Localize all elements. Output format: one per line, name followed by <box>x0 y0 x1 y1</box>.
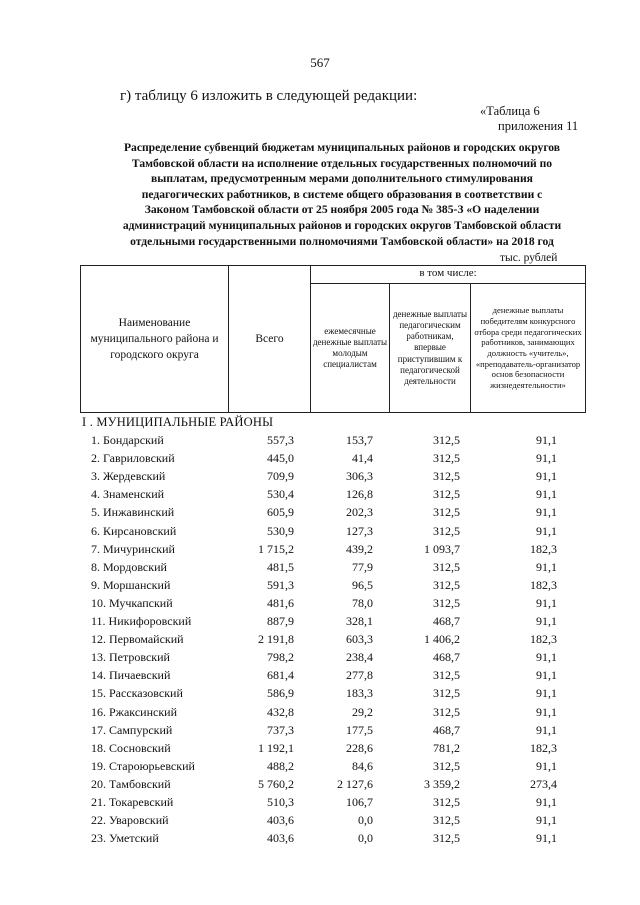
contest-winners-value: 91,1 <box>536 523 557 538</box>
intro-text: г) таблицу 6 изложить в следующей редакции: <box>120 88 418 104</box>
district-name: 12. Первомайский <box>91 632 184 647</box>
contest-winners-value: 91,1 <box>536 614 557 628</box>
total-value: 403,6 <box>267 831 294 846</box>
total-value: 605,9 <box>267 505 294 520</box>
district-name: 2. Гавриловский <box>91 451 175 466</box>
table-row <box>0 723 640 741</box>
table-row <box>0 795 640 813</box>
total-value: 403,6 <box>267 813 294 828</box>
section-title: I . МУНИЦИПАЛЬНЫЕ РАЙОНЫ <box>82 415 274 429</box>
young-specialists-value: 177,5 <box>346 722 373 737</box>
total-value: 586,9 <box>267 686 294 701</box>
district-name: 16. Ржаксинский <box>91 704 177 719</box>
new-teachers-value: 3 359,2 <box>424 776 460 791</box>
header-total: Всего <box>255 332 284 345</box>
table-row <box>0 650 640 668</box>
young-specialists-value: 202,3 <box>346 505 373 520</box>
young-specialists-value: 228,6 <box>346 740 373 755</box>
contest-winners-value: 273,4 <box>530 776 557 791</box>
district-name: 6. Кирсановский <box>91 523 177 538</box>
young-specialists-value: 277,8 <box>346 668 373 683</box>
new-teachers-value: 312,5 <box>433 577 460 592</box>
new-teachers-value: 1 093,7 <box>424 541 460 556</box>
district-name: 18. Сосновский <box>91 740 171 755</box>
header-new-teachers: денежные выплаты педагогическим работникам, впервые приступившим к педагогической деятельности <box>392 308 468 387</box>
young-specialists-value: 41,4 <box>352 451 373 466</box>
young-specialists-value: 106,7 <box>346 795 373 809</box>
young-specialists-value: 0,0 <box>358 813 373 828</box>
contest-winners-value: 91,1 <box>536 668 557 683</box>
district-name: 5. Инжавинский <box>91 505 175 520</box>
young-specialists-value: 84,6 <box>352 758 373 773</box>
document-title <box>92 140 592 249</box>
young-specialists-value: 0,0 <box>358 831 373 846</box>
table-row <box>0 487 640 505</box>
contest-winners-value: 91,1 <box>536 595 557 610</box>
total-value: 481,5 <box>267 559 294 574</box>
table-row <box>0 668 640 686</box>
new-teachers-value: 312,5 <box>433 668 460 683</box>
contest-winners-value: 91,1 <box>536 559 557 574</box>
new-teachers-value: 312,5 <box>433 795 460 809</box>
page-number: 567 <box>310 55 330 70</box>
new-teachers-value: 312,5 <box>433 469 460 484</box>
district-name: 1. Бондарский <box>91 433 164 447</box>
new-teachers-value: 781,2 <box>433 740 460 755</box>
district-name: 17. Сампурский <box>91 722 173 737</box>
title-line: администраций муниципальных районов и городских округов Тамбовской области <box>122 218 562 232</box>
young-specialists-value: 126,8 <box>346 487 373 502</box>
total-value: 510,3 <box>267 795 294 809</box>
total-value: 481,6 <box>267 595 294 610</box>
young-specialists-value: 439,2 <box>346 541 373 556</box>
total-value: 737,3 <box>267 722 294 737</box>
table-row <box>0 578 640 596</box>
total-value: 445,0 <box>267 451 294 466</box>
table-row <box>0 469 640 487</box>
young-specialists-value: 328,1 <box>346 614 373 628</box>
young-specialists-value: 183,3 <box>346 686 373 701</box>
header-bottom-border <box>80 412 586 413</box>
district-name: 11. Никифоровский <box>91 614 192 628</box>
total-value: 530,4 <box>267 487 294 502</box>
young-specialists-value: 78,0 <box>352 595 373 610</box>
contest-winners-value: 182,3 <box>530 632 557 647</box>
table-row <box>0 632 640 650</box>
district-name: 8. Мордовский <box>91 559 167 574</box>
header-right-border <box>585 265 586 413</box>
total-value: 432,8 <box>267 704 294 719</box>
title-line: отдельными государственными полномочиями Тамбовской области» на 2018 год <box>130 234 554 248</box>
total-value: 1 715,2 <box>258 541 294 556</box>
title-line: педагогических работников, в системе общего образования в соответствии с <box>141 187 543 201</box>
table-row <box>0 524 640 542</box>
new-teachers-value: 468,7 <box>433 722 460 737</box>
district-name: 14. Пичаевский <box>91 668 171 683</box>
contest-winners-value: 91,1 <box>536 831 557 846</box>
unit-label: тыс. рублей <box>500 252 558 264</box>
total-value: 557,3 <box>267 433 294 447</box>
table-row <box>0 813 640 831</box>
contest-winners-value: 91,1 <box>536 758 557 773</box>
contest-winners-value: 91,1 <box>536 722 557 737</box>
total-value: 887,9 <box>267 614 294 628</box>
new-teachers-value: 312,5 <box>433 813 460 828</box>
district-name: 23. Уметский <box>91 831 159 846</box>
district-name: 10. Мучкапский <box>91 595 173 610</box>
table-row <box>0 831 640 849</box>
district-name: 9. Моршанский <box>91 577 171 592</box>
table-row <box>0 505 640 523</box>
title-line: Тамбовской области на исполнение отдельных государственных полномочий по <box>131 156 553 170</box>
new-teachers-value: 312,5 <box>433 433 460 447</box>
header-contest-winners: денежные выплаты победителям конкурсного отбора среди педагогических работников, занимающих должность «учитель», «преподаватель-организатор основ безопасности жизнедеятельности» <box>474 305 582 391</box>
new-teachers-value: 312,5 <box>433 704 460 719</box>
young-specialists-value: 238,4 <box>346 650 373 665</box>
total-value: 488,2 <box>267 758 294 773</box>
total-value: 681,4 <box>267 668 294 683</box>
district-name: 13. Петровский <box>91 650 170 665</box>
total-value: 709,9 <box>267 469 294 484</box>
new-teachers-value: 312,5 <box>433 831 460 846</box>
contest-winners-value: 182,3 <box>530 740 557 755</box>
table-reference: «Таблица 6 <box>480 104 540 118</box>
contest-winners-value: 91,1 <box>536 451 557 466</box>
district-name: 21. Токаревский <box>91 795 174 809</box>
contest-winners-value: 182,3 <box>530 577 557 592</box>
district-name: 3. Жердевский <box>91 469 166 484</box>
contest-winners-value: 91,1 <box>536 650 557 665</box>
district-name: 19. Староюрьевский <box>91 758 195 773</box>
contest-winners-value: 91,1 <box>536 686 557 701</box>
contest-winners-value: 91,1 <box>536 487 557 502</box>
table-row <box>0 560 640 578</box>
contest-winners-value: 91,1 <box>536 433 557 447</box>
contest-winners-value: 182,3 <box>530 541 557 556</box>
header-including: в том числе: <box>419 267 477 280</box>
title-line: Законом Тамбовской области от 25 ноября 2005 года № 385-З «О наделении <box>144 203 540 217</box>
table-row <box>0 759 640 777</box>
header-young-specialists: ежемесячные денежные выплаты молодым специалистам <box>312 325 388 370</box>
total-value: 530,9 <box>267 523 294 538</box>
table-row <box>0 705 640 723</box>
table-row <box>0 777 640 795</box>
header-name: Наименование муниципального района и городского округа <box>90 317 219 361</box>
young-specialists-value: 306,3 <box>346 469 373 484</box>
district-name: 22. Уваровский <box>91 813 169 828</box>
contest-winners-value: 91,1 <box>536 505 557 520</box>
district-name: 20. Тамбовский <box>91 776 171 791</box>
contest-winners-value: 91,1 <box>536 795 557 809</box>
young-specialists-value: 603,3 <box>346 632 373 647</box>
total-value: 1 192,1 <box>258 740 294 755</box>
title-line: выплатам, предусмотренным мерами дополнительного стимулирования <box>151 172 533 186</box>
contest-winners-value: 91,1 <box>536 469 557 484</box>
new-teachers-value: 312,5 <box>433 487 460 502</box>
total-value: 798,2 <box>267 650 294 665</box>
total-value: 5 760,2 <box>258 776 294 791</box>
new-teachers-value: 468,7 <box>433 614 460 628</box>
young-specialists-value: 29,2 <box>352 704 373 719</box>
young-specialists-value: 153,7 <box>346 433 373 447</box>
new-teachers-value: 312,5 <box>433 559 460 574</box>
total-value: 2 191,8 <box>258 632 294 647</box>
appendix-reference: приложения 11 <box>498 119 579 133</box>
new-teachers-value: 312,5 <box>433 758 460 773</box>
new-teachers-value: 312,5 <box>433 686 460 701</box>
young-specialists-value: 2 127,6 <box>337 776 373 791</box>
contest-winners-value: 91,1 <box>536 704 557 719</box>
table-row <box>0 451 640 469</box>
district-name: 15. Рассказовский <box>91 686 183 701</box>
new-teachers-value: 312,5 <box>433 451 460 466</box>
title-line: Распределение субвенций бюджетам муниципальных районов и городских округов <box>123 141 561 154</box>
total-value: 591,3 <box>267 577 294 592</box>
young-specialists-value: 77,9 <box>352 559 373 574</box>
contest-winners-value: 91,1 <box>536 813 557 828</box>
district-name: 7. Мичуринский <box>91 541 175 556</box>
table-row <box>0 686 640 704</box>
table-row <box>0 542 640 560</box>
table-row <box>0 741 640 759</box>
young-specialists-value: 96,5 <box>352 577 373 592</box>
new-teachers-value: 468,7 <box>433 650 460 665</box>
new-teachers-value: 312,5 <box>433 505 460 520</box>
table-row <box>0 433 640 451</box>
table-row <box>0 614 640 632</box>
new-teachers-value: 312,5 <box>433 595 460 610</box>
new-teachers-value: 1 406,2 <box>424 632 460 647</box>
new-teachers-value: 312,5 <box>433 523 460 538</box>
district-name: 4. Знаменский <box>91 487 165 502</box>
table-row <box>0 596 640 614</box>
young-specialists-value: 127,3 <box>346 523 373 538</box>
